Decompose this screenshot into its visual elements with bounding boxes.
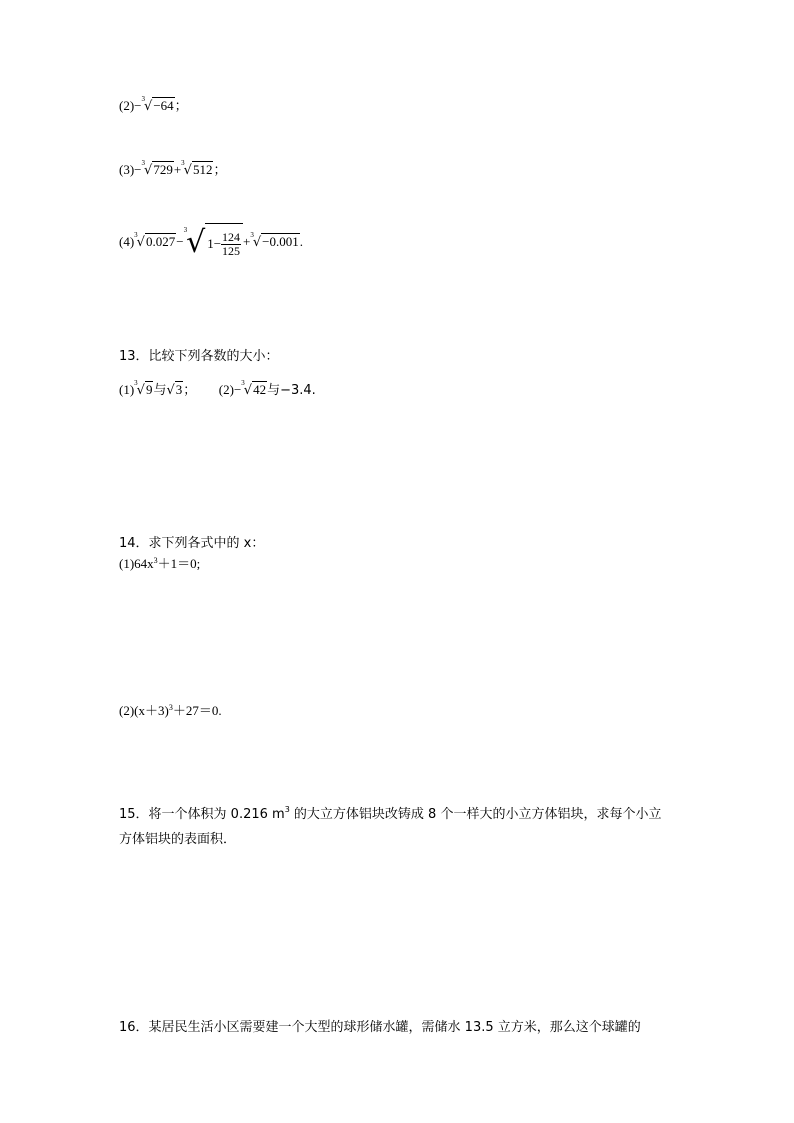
exponent: 3 bbox=[284, 805, 290, 814]
radical-sign-icon: √ bbox=[243, 383, 253, 398]
one-minus: 1− bbox=[207, 235, 222, 251]
cube-root-1 bbox=[141, 159, 174, 179]
end-punct: ； bbox=[174, 98, 188, 113]
square-root bbox=[166, 382, 183, 399]
end-punct: . bbox=[299, 234, 304, 249]
label: (4) bbox=[119, 234, 135, 249]
equation-post: ＋27＝0. bbox=[172, 703, 222, 718]
plus-sign: + bbox=[243, 234, 251, 249]
text-a: 15．将一个体积为 0.216 m bbox=[119, 807, 285, 822]
radical-sign-icon: √ bbox=[144, 99, 153, 114]
text-b: 的大立方体铝块改铸成 8 个一样大的小立方体铝块，求每个小立 bbox=[289, 807, 662, 822]
cube-root-1 bbox=[134, 222, 176, 263]
root-index: 3 bbox=[183, 226, 188, 235]
radicand: 0.027 bbox=[145, 234, 176, 249]
question-14-part-2 bbox=[119, 703, 222, 719]
question-14-title: 14．求下列各式中的 x： bbox=[119, 536, 265, 551]
cube-root-fraction bbox=[184, 222, 243, 264]
numerator: 124 bbox=[222, 230, 241, 245]
radicand: 512 bbox=[192, 162, 213, 177]
question-14-part-1 bbox=[119, 556, 200, 572]
root-index: 3 bbox=[141, 159, 146, 167]
label: (3) bbox=[119, 162, 135, 177]
radicand: −0.001 bbox=[262, 234, 299, 249]
root-index: 3 bbox=[141, 95, 146, 103]
end-punct: ； bbox=[213, 162, 227, 177]
equation-post: ＋1＝0; bbox=[157, 556, 201, 571]
radical-sign-icon: √ bbox=[136, 235, 145, 250]
cube-root bbox=[241, 379, 267, 399]
radical-sign-icon: √ bbox=[144, 163, 153, 178]
plus-sign: + bbox=[173, 162, 182, 177]
question-13-title: 13．比较下列各数的大小： bbox=[119, 349, 279, 364]
equation-pre: (2)(x＋3) bbox=[119, 703, 169, 718]
radicand: 729 bbox=[153, 162, 173, 177]
compare-word: 与 bbox=[153, 383, 167, 398]
radicand: 3 bbox=[175, 382, 183, 397]
part-1-label: (1) bbox=[119, 382, 135, 397]
radicand: 42 bbox=[253, 382, 267, 397]
radical-sign-icon: √ bbox=[252, 235, 262, 250]
denominator: 125 bbox=[222, 244, 241, 259]
problem-12-3 bbox=[119, 159, 227, 179]
minus-sign: − bbox=[134, 98, 142, 113]
root-index: 3 bbox=[134, 379, 138, 387]
radical-sign-icon: √ bbox=[186, 225, 206, 261]
radicand bbox=[205, 223, 243, 264]
radicand: 9 bbox=[145, 382, 153, 397]
question-16-line-1: 16．某居民生活小区需要建一个大型的球形储水罐，需储水 13.5 立方米，那么这个球罐的 bbox=[119, 1020, 641, 1035]
cube-root bbox=[141, 95, 175, 115]
label: (2) bbox=[119, 98, 135, 113]
root-index: 3 bbox=[241, 379, 245, 387]
problem-12-2 bbox=[119, 95, 188, 115]
root-index: 3 bbox=[181, 159, 185, 167]
radicand: −64 bbox=[153, 98, 174, 113]
equation-pre: (1)64x bbox=[119, 556, 154, 571]
exponent: 3 bbox=[153, 556, 158, 565]
cube-root-3 bbox=[250, 222, 299, 263]
radical-sign-icon: √ bbox=[183, 163, 192, 178]
end-punct: ； bbox=[183, 382, 197, 397]
minus-sign: − bbox=[176, 234, 184, 249]
fraction bbox=[221, 231, 241, 258]
root-index: 3 bbox=[134, 231, 138, 239]
exponent: 3 bbox=[168, 703, 173, 712]
cube-root-2 bbox=[181, 159, 213, 179]
compare-tail: 与−3.4. bbox=[267, 383, 316, 398]
minus-sign: − bbox=[134, 162, 142, 177]
root-index: 3 bbox=[250, 231, 254, 239]
question-15-line-1 bbox=[119, 807, 661, 823]
radical-sign-icon: √ bbox=[136, 383, 145, 398]
cube-root bbox=[134, 379, 153, 399]
part-2-label: (2)− bbox=[218, 382, 242, 397]
radical-sign-icon: √ bbox=[166, 383, 175, 398]
question-15-line-2: 方体铝块的表面积． bbox=[119, 832, 237, 847]
question-13-parts bbox=[119, 379, 316, 399]
problem-12-4 bbox=[119, 222, 303, 264]
